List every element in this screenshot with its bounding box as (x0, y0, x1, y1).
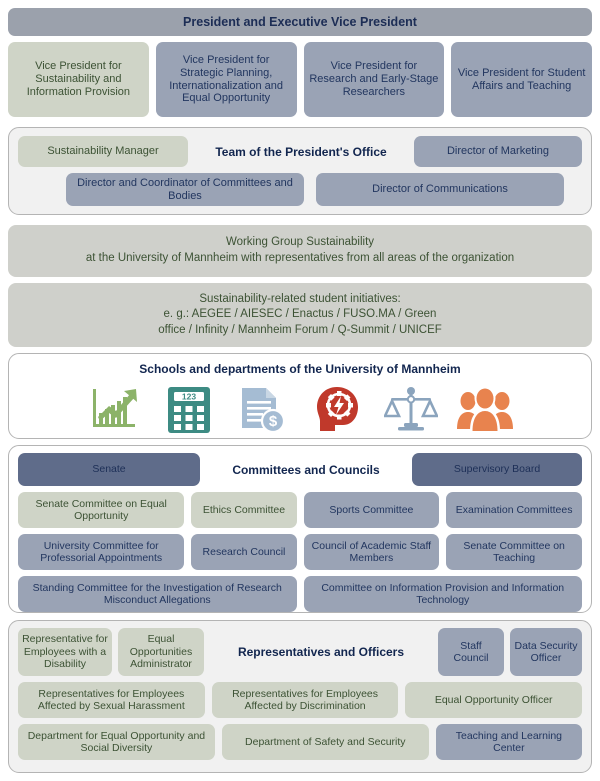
head-gear-psychology-icon (308, 382, 366, 438)
representatives-sexual-harassment-box: Representatives for Employees Affected by Sexual Harassment (18, 682, 205, 718)
committee-information-provision-it-box: Committee on Information Provision and Information Technology (304, 576, 583, 612)
committees-councils-section (8, 445, 592, 613)
director-coordinator-committees-box: Director and Coordinator of Committees and Bodies (66, 173, 304, 206)
standing-committee-research-misconduct-box: Standing Committee for the Investigation of Research Misconduct Allegations (18, 576, 297, 612)
vp-research-box: Vice President for Research and Early-Stage Researchers (304, 42, 445, 117)
representatives-section-title: Representatives and Officers (237, 645, 405, 659)
bar-chart-growth-icon (86, 382, 144, 438)
president-section (8, 8, 592, 117)
representatives-row-1 (18, 628, 582, 676)
presidents-office-team-section (8, 127, 592, 215)
representatives-row-3 (18, 724, 582, 760)
student-initiatives-section (8, 283, 592, 347)
equal-opportunity-officer-box: Equal Opportunity Officer (405, 682, 582, 718)
team-row-1 (18, 136, 582, 167)
committees-row-3 (18, 534, 582, 570)
schools-icon-row (9, 378, 591, 438)
teaching-learning-center-box: Teaching and Learning Center (436, 724, 582, 760)
examination-committees-box: Examination Committees (446, 492, 582, 528)
supervisory-board-box: Supervisory Board (412, 453, 582, 486)
svg-text:$: $ (268, 413, 278, 430)
sustainability-manager-box: Sustainability Manager (18, 136, 188, 167)
representatives-discrimination-box: Representatives for Employees Affected by Discrimination (212, 682, 399, 718)
research-council-box: Research Council (191, 534, 296, 570)
sports-committee-box: Sports Committee (304, 492, 440, 528)
representative-employees-disability-box: Representative for Employees with a Disability (18, 628, 112, 676)
senate-committee-equal-opportunity-box: Senate Committee on Equal Opportunity (18, 492, 184, 528)
department-equal-opportunity-social-diversity-box: Department for Equal Opportunity and Social Diversity (18, 724, 215, 760)
senate-box: Senate (18, 453, 200, 486)
council-academic-staff-members-box: Council of Academic Staff Members (304, 534, 440, 570)
scales-of-justice-icon (382, 382, 440, 438)
team-row2-spacer (18, 173, 54, 206)
committees-row-2 (18, 492, 582, 528)
department-safety-security-box: Department of Safety and Security (222, 724, 429, 760)
director-of-communications-box: Director of Communications (316, 173, 564, 206)
svg-text:123: 123 (181, 391, 197, 402)
initiatives-line-3: office / Infinity / Mannheim Forum / Q-Summit / UNICEF (158, 323, 442, 336)
group-of-people-icon (456, 382, 514, 438)
committees-section-title: Committees and Councils (232, 462, 380, 477)
director-of-marketing-box: Director of Marketing (414, 136, 582, 167)
data-security-officer-box: Data Security Officer (510, 628, 582, 676)
university-committee-professorial-appointments-box: University Committee for Professorial Appointments (18, 534, 184, 570)
working-group-section (8, 225, 592, 277)
committees-row-1 (18, 453, 582, 486)
vice-president-row (8, 42, 592, 117)
equal-opportunities-administrator-box: Equal Opportunities Administrator (118, 628, 204, 676)
representatives-officers-section (8, 620, 592, 773)
schools-section-title: Schools and departments of the University of Mannheim (139, 362, 461, 376)
working-group-line-1: Working Group Sustainability (225, 236, 375, 249)
senate-committee-teaching-box: Senate Committee on Teaching (446, 534, 582, 570)
ethics-committee-box: Ethics Committee (191, 492, 296, 528)
vp-student-affairs-box: Vice President for Student Affairs and Teaching (451, 42, 592, 117)
document-dollar-icon (234, 382, 292, 438)
vp-sustainability-box: Vice President for Sustainability and Information Provision (8, 42, 149, 117)
vp-strategic-planning-box: Vice President for Strategic Planning, Internationalization and Equal Opportunity (156, 42, 297, 117)
representatives-row-2 (18, 682, 582, 718)
initiatives-line-1: Sustainability-related student initiatives: (199, 292, 401, 305)
initiatives-line-2: e. g.: AEGEE / AIESEC / Enactus / FUSO.MA / Green (163, 308, 437, 321)
team-section-title: Team of the President's Office (215, 144, 387, 159)
team-row-2 (18, 173, 582, 206)
calculator-icon (160, 382, 218, 438)
committees-row-4 (18, 576, 582, 612)
schools-departments-section (8, 353, 592, 439)
president-banner: President and Executive Vice President (8, 8, 592, 36)
working-group-line-2: at the University of Mannheim with representatives from all areas of the organization (85, 252, 515, 264)
staff-council-box: Staff Council (438, 628, 504, 676)
